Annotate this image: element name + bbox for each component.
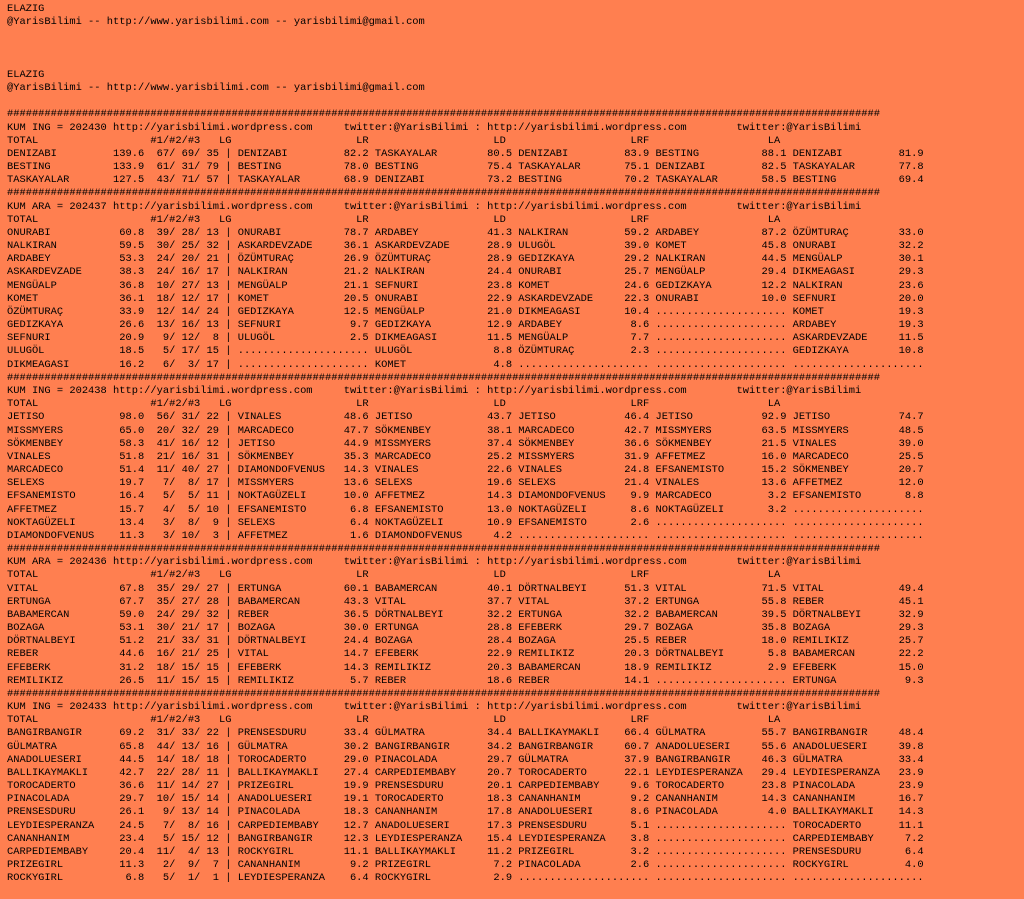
table-row: ASKARDEVZADE 38.3 24/ 16/ 17 | NALKIRAN 21.2 NALKIRAN 24.4 ONURABI 25.7 MENGÜALP 29.4 DIKMEAGASI 29.3 [7, 266, 924, 279]
table-row: REBER 44.6 16/ 21/ 25 | VITAL 14.7 EFEBERK 22.9 REMILIKIZ 20.3 DÖRTNALBEYI 5.8 BABAMERCAN 22.2 [7, 648, 924, 661]
section-divider: ############################################################################################################################################ [7, 687, 880, 700]
race-header: KUM ING = 202438 http://yarisbilimi.wordpress.com twitter:@YarisBilimi : http://yarisbilimi.wordpress.com twitter:@YarisBilimi [7, 384, 862, 397]
section-divider: ############################################################################################################################################ [7, 371, 880, 384]
table-row: JETISO 98.0 56/ 31/ 22 | VINALES 48.6 JETISO 43.7 JETISO 46.4 JETISO 92.9 JETISO 74.7 [7, 411, 924, 424]
table-row: LEYDIESPERANZA 24.5 7/ 8/ 16 | CARPEDIEMBABY 12.7 ANADOLUESERI 17.3 PRENSESDURU 5.1 ..................... TOROCADERTO 11.1 [7, 819, 924, 832]
text-line: @YarisBilimi -- http://www.yarisbilimi.com -- yarisbilimi@gmail.com [7, 16, 425, 29]
table-row: GÜLMATRA 65.8 44/ 13/ 16 | GÜLMATRA 30.2 BANGIRBANGIR 34.2 BANGIRBANGIR 60.7 ANADOLUESERI 55.6 ANADOLUESERI 39.8 [7, 740, 924, 753]
table-row: ARDABEY 53.3 24/ 20/ 21 | ÖZÜMTURAÇ 26.9 ÖZÜMTURAÇ 28.9 GEDIZKAYA 29.2 NALKIRAN 44.5 MENGÜALP 30.1 [7, 253, 924, 266]
table-row: EFEBERK 31.2 18/ 15/ 15 | EFEBERK 14.3 REMILIKIZ 20.3 BABAMERCAN 18.9 REMILIKIZ 2.9 EFEBERK 15.0 [7, 661, 924, 674]
table-row: DIKMEAGASI 16.2 6/ 3/ 17 | ..................... KOMET 4.8 ..................... ..................... ..................... [7, 358, 924, 371]
blank-line [7, 29, 1024, 42]
table-row: SÖKMENBEY 58.3 41/ 16/ 12 | JETISO 44.9 MISSMYERS 37.4 SÖKMENBEY 36.6 SÖKMENBEY 21.5 VINALES 39.0 [7, 437, 924, 450]
blank-line [7, 56, 1024, 69]
table-row: ONURABI 60.8 39/ 28/ 13 | ONURABI 78.7 ARDABEY 41.3 NALKIRAN 59.2 ARDABEY 87.2 ÖZÜMTURAÇ 33.0 [7, 226, 924, 239]
text-line: ELAZIG [7, 68, 45, 81]
table-row: MARCADECO 51.4 11/ 40/ 27 | DIAMONDOFVENUS 14.3 VINALES 22.6 VINALES 24.8 EFSANEMISTO 15.2 SÖKMENBEY 20.7 [7, 464, 924, 477]
table-row: DÖRTNALBEYI 51.2 21/ 33/ 31 | DÖRTNALBEYI 24.4 BOZAGA 28.4 BOZAGA 25.5 REBER 18.0 REMILIKIZ 25.7 [7, 635, 924, 648]
text-line: ELAZIG [7, 3, 45, 15]
column-header: TOTAL #1/#2/#3 LG LR LD LRF LA [7, 398, 781, 411]
table-row: TOROCADERTO 36.6 11/ 14/ 27 | PRIZEGIRL 19.9 PRENSESDURU 20.1 CARPEDIEMBABY 9.6 TOROCADERTO 23.8 PINACOLADA 23.9 [7, 780, 924, 793]
table-row: NALKIRAN 59.5 30/ 25/ 32 | ASKARDEVZADE 36.1 ASKARDEVZADE 28.9 ULUGÖL 39.0 KOMET 45.8 ONURABI 32.2 [7, 240, 924, 253]
table-row: NOKTAGÜZELI 13.4 3/ 8/ 9 | SELEXS 6.4 NOKTAGÜZELI 10.9 EFSANEMISTO 2.6 ..................... ..................... [7, 516, 924, 529]
table-row: AFFETMEZ 15.7 4/ 5/ 10 | EFSANEMISTO 6.8 EFSANEMISTO 13.0 NOKTAGÜZELI 8.6 NOKTAGÜZELI 3.2 ..................... [7, 503, 924, 516]
section-divider: ############################################################################################################################################ [7, 543, 880, 556]
table-row: BABAMERCAN 59.0 24/ 29/ 32 | REBER 36.5 DÖRTNALBEYI 32.2 ERTUNGA 32.2 BABAMERCAN 39.5 DÖRTNALBEYI 32.9 [7, 608, 924, 621]
table-row: SEFNURI 20.9 9/ 12/ 8 | ULUGÖL 2.5 DIKMEAGASI 11.5 MENGÜALP 7.7 ..................... ASKARDEVZADE 11.5 [7, 332, 924, 345]
table-row: SELEXS 19.7 7/ 8/ 17 | MISSMYERS 13.6 SELEXS 19.6 SELEXS 21.4 VINALES 13.6 AFFETMEZ 12.0 [7, 477, 924, 490]
table-row: BANGIRBANGIR 69.2 31/ 33/ 22 | PRENSESDURU 33.4 GÜLMATRA 34.4 BALLIKAYMAKLI 66.4 GÜLMATRA 55.7 BANGIRBANGIR 48.4 [7, 727, 924, 740]
table-row: ÖZÜMTURAÇ 33.9 12/ 14/ 24 | GEDIZKAYA 12.5 MENGÜALP 21.0 DIKMEAGASI 10.4 ..................... KOMET 19.3 [7, 305, 924, 318]
table-row: CARPEDIEMBABY 20.4 11/ 4/ 13 | ROCKYGIRL 11.1 BALLIKAYMAKLI 11.2 PRIZEGIRL 3.2 ..................... PRENSESDURU 6.4 [7, 846, 924, 858]
column-header: TOTAL #1/#2/#3 LG LR LD LRF LA [7, 569, 781, 582]
table-row: MENGÜALP 36.8 10/ 27/ 13 | MENGÜALP 21.1 SEFNURI 23.8 KOMET 24.6 GEDIZKAYA 12.2 NALKIRAN 23.6 [7, 279, 924, 292]
section-divider: ############################################################################################################################################ [7, 108, 880, 121]
table-row: ULUGÖL 18.5 5/ 17/ 15 | ..................... ULUGÖL 8.8 ÖZÜMTURAÇ 2.3 ..................... GEDIZKAYA 10.8 [7, 345, 924, 358]
table-row: REMILIKIZ 26.5 11/ 15/ 15 | REMILIKIZ 5.7 REBER 18.6 REBER 14.1 ..................... ERTUNGA 9.3 [7, 674, 924, 687]
table-row: PRIZEGIRL 11.3 2/ 9/ 7 | CANANHANIM 9.2 PRIZEGIRL 7.2 PINACOLADA 2.6 ..................... ROCKYGIRL 4.0 [7, 859, 924, 872]
table-row: DIAMONDOFVENUS 11.3 3/ 10/ 3 | AFFETMEZ 1.6 DIAMONDOFVENUS 4.2 ..................... ..................... ..................... [7, 529, 924, 542]
column-header: TOTAL #1/#2/#3 LG LR LD LRF LA [7, 213, 781, 226]
column-header: TOTAL #1/#2/#3 LG LR LD LRF LA [7, 134, 781, 147]
blank-line [7, 43, 1024, 56]
race-header: KUM ARA = 202437 http://yarisbilimi.wordpress.com twitter:@YarisBilimi : http://yarisbilimi.wordpress.com twitter:@YarisBilimi [7, 200, 862, 213]
blank-line [7, 95, 1024, 108]
table-row: KOMET 36.1 18/ 12/ 17 | KOMET 20.5 ONURABI 22.9 ASKARDEVZADE 22.3 ONURABI 10.0 SEFNURI 20.0 [7, 292, 924, 305]
table-row: BALLIKAYMAKLI 42.7 22/ 28/ 11 | BALLIKAYMAKLI 27.4 CARPEDIEMBABY 20.7 TOROCADERTO 22.1 LEYDIESPERANZA 29.4 LEYDIESPERANZA 23.9 [7, 766, 924, 779]
table-row: BOZAGA 53.1 30/ 21/ 17 | BOZAGA 30.0 ERTUNGA 28.8 EFEBERK 29.7 BOZAGA 35.8 BOZAGA 29.3 [7, 622, 924, 635]
section-divider: ############################################################################################################################################ [7, 187, 880, 200]
race-header: KUM ARA = 202436 http://yarisbilimi.wordpress.com twitter:@YarisBilimi : http://yarisbilimi.wordpress.com twitter:@YarisBilimi [7, 556, 862, 569]
table-row: EFSANEMISTO 16.4 5/ 5/ 11 | NOKTAGÜZELI 10.0 AFFETMEZ 14.3 DIAMONDOFVENUS 9.9 MARCADECO 3.2 EFSANEMISTO 8.8 [7, 490, 924, 503]
table-row: PRENSESDURU 26.1 9/ 13/ 14 | PINACOLADA 18.3 CANANHANIM 17.8 ANADOLUESERI 8.6 PINACOLADA 4.0 BALLIKAYMAKLI 14.3 [7, 806, 924, 819]
table-row: TASKAYALAR 127.5 43/ 71/ 57 | TASKAYALAR 68.9 DENIZABI 73.2 BESTING 70.2 TASKAYALAR 58.5 BESTING 69.4 [7, 174, 924, 187]
table-row: GEDIZKAYA 26.6 13/ 16/ 13 | SEFNURI 9.7 GEDIZKAYA 12.9 ARDABEY 8.6 ..................... ARDABEY 19.3 [7, 319, 924, 332]
table-row: VINALES 51.8 21/ 16/ 31 | SÖKMENBEY 35.3 MARCADECO 25.2 MISSMYERS 31.9 AFFETMEZ 16.0 MARCADECO 25.5 [7, 450, 924, 463]
race-header: KUM ING = 202430 http://yarisbilimi.wordpress.com twitter:@YarisBilimi : http://yarisbilimi.wordpress.com twitter:@YarisBilimi [7, 121, 862, 134]
table-row: ANADOLUESERI 44.5 14/ 18/ 18 | TOROCADERTO 29.0 PINACOLADA 29.7 GÜLMATRA 37.9 BANGIRBANGIR 46.3 GÜLMATRA 33.4 [7, 753, 924, 766]
column-header: TOTAL #1/#2/#3 LG LR LD LRF LA [7, 714, 781, 727]
table-row: MISSMYERS 65.0 20/ 32/ 29 | MARCADECO 47.7 SÖKMENBEY 38.1 MARCADECO 42.7 MISSMYERS 63.5 MISSMYERS 48.5 [7, 424, 924, 437]
table-row: DENIZABI 139.6 67/ 69/ 35 | DENIZABI 82.2 TASKAYALAR 80.5 DENIZABI 83.9 BESTING 88.1 DENIZABI 81.9 [7, 147, 924, 160]
table-row: ERTUNGA 67.7 35/ 27/ 28 | BABAMERCAN 43.3 VITAL 37.7 VITAL 37.2 ERTUNGA 55.8 REBER 45.1 [7, 595, 924, 608]
table-row: BESTING 133.9 61/ 31/ 79 | BESTING 78.0 BESTING 75.4 TASKAYALAR 75.1 DENIZABI 82.5 TASKAYALAR 77.8 [7, 161, 924, 174]
table-row: ROCKYGIRL 6.8 5/ 1/ 1 | LEYDIESPERANZA 6.4 ROCKYGIRL 2.9 ..................... ..................... ..................... [7, 872, 924, 885]
table-row: CANANHANIM 23.4 5/ 15/ 12 | BANGIRBANGIR 12.3 LEYDIESPERANZA 15.4 LEYDIESPERANZA 3.8 ..................... CARPEDIEMBABY 7.2 [7, 832, 924, 845]
table-row: VITAL 67.8 35/ 29/ 27 | ERTUNGA 60.1 BABAMERCAN 40.1 DÖRTNALBEYI 51.3 VITAL 71.5 VITAL 49.4 [7, 582, 924, 595]
text-line: @YarisBilimi -- http://www.yarisbilimi.com -- yarisbilimi@gmail.com [7, 82, 425, 95]
race-header: KUM ING = 202433 http://yarisbilimi.wordpress.com twitter:@YarisBilimi : http://yarisbilimi.wordpress.com twitter:@YarisBilimi [7, 701, 862, 714]
table-row: PINACOLADA 29.7 10/ 15/ 14 | ANADOLUESERI 19.1 TOROCADERTO 18.3 CANANHANIM 9.2 CANANHANIM 14.3 CANANHANIM 16.7 [7, 793, 924, 806]
